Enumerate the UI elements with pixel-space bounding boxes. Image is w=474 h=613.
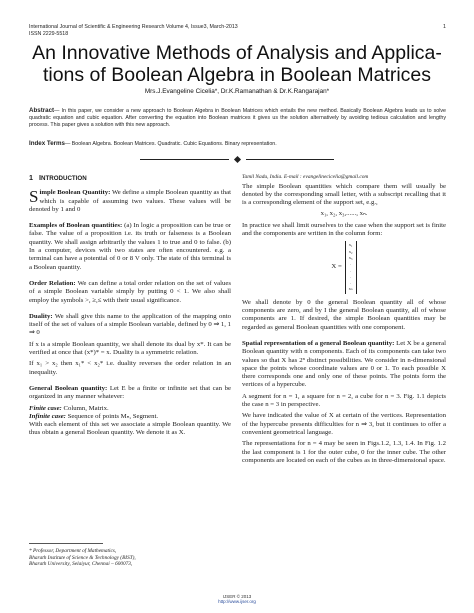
representations-paragraph: The representations for n = 4 may be seen in Figs.1.2, 1.3, 1.4. In Fig. 1.2 the last component is 1 for the outer cube, 0 for the inner cube. The other components are located on each of the cubes as in three-dimensional space. xyxy=(242,440,446,464)
spatial-term: Spatial representation of a general Boolean quantity: xyxy=(242,339,395,347)
left-column xyxy=(29,174,231,441)
title-line-1: An Innovative Methods of Analysis and Applica- xyxy=(32,42,442,64)
zero-identity-paragraph: We shall denote by 0 the general Boolean quantity all of whose components are zero, and by I the general Boolean quantity, all of whose components are 1. If desired, the simple Boolean quantities may be regarded as general Boolean quantities with one component. xyxy=(242,298,446,331)
footnote-line-3: Bharath University, Selaiyur, Chennai – 600073, xyxy=(29,561,133,567)
journal-url-link[interactable]: http://www.ijser.org xyxy=(218,599,256,605)
matrix-entry: . xyxy=(350,261,352,267)
general-quantity-paragraph xyxy=(29,385,231,402)
intro-paragraph xyxy=(29,189,231,214)
diamond-icon xyxy=(233,156,240,163)
examples-term: Examples of Boolean quantities: xyxy=(29,222,123,230)
spatial-text: Let X be a general Boolean quantity with n components. Each of its components can take two values so that X has 2ⁿ distinct possibilities. We consider in n-dimensional space the points whose coordinate values are 0 or 1. To each possible X there corresponds one and only one of these points. The points form the vertices of a hypercube. xyxy=(242,339,446,389)
matrix-entry: x₃ xyxy=(348,254,353,260)
drop-cap: S xyxy=(29,187,39,207)
matrix-entry: x₂ xyxy=(348,248,353,254)
segment-paragraph: A segment for n = 1, a square for n = 2, a cube for n = 3. Fig. 1.1 depicts the case n = 3 in perspective. xyxy=(242,392,446,409)
general-quantity-final: With each element of this set we associate a simple Boolean quantity. We thus obtain a general Boolean quantity. We denote it as X. xyxy=(29,421,231,437)
matrix-bracket xyxy=(345,241,357,293)
index-terms-text: — Boolean Algebra. Boolean Matrices. Quadratic. Cubic Equations. Binary representation. xyxy=(65,141,277,147)
section-title-rest: NTRODUCTION xyxy=(41,175,87,182)
notation-paragraph: The simple Boolean quantities which compare them will usually be denoted by the corresponding small letter, with a subscript recalling that it is a corresponding element of the support set, e.g., xyxy=(242,182,446,207)
hypercube-paragraph: We have indicated the value of X at certain of the vertices. Representation of the hypercube presents difficulties for n ⇒ 3, but it continues to offer a convenient geometrical language. xyxy=(242,412,446,436)
infinite-case xyxy=(29,413,231,421)
general-quantity-term: General Boolean quantity: xyxy=(29,384,108,392)
right-column xyxy=(242,174,446,468)
column-form-paragraph: In practice we shall limit ourselves to the case when the support set is finite and the components are written in the column form: xyxy=(242,221,446,238)
duality-paragraph xyxy=(29,313,231,338)
examples-text: (a) In logic a proposition can be true or false. The value of a proposition i.e. its truth or falseness is a Boolean quantity. We shall assign arbitrarily the values 1 to true and 0 to false. (b) In a computer, devices with two states are often encountered. e.g. a terminal can have a potential of 0 or 8 V only. The state of this terminal is a Boolean quantity. xyxy=(29,222,231,271)
examples-paragraph xyxy=(29,222,231,272)
order-relation-term: Order Relation: xyxy=(29,279,76,287)
finite-case-label: Finite case: xyxy=(29,404,62,412)
finite-case-text: Column, Matrix. xyxy=(61,404,109,412)
infinite-case-text: Sequence of points Mₙ, Segment. xyxy=(65,412,159,420)
journal-name: International Journal of Scientific & Engineering Research Volume 4, Issue3, March-2013 xyxy=(29,24,238,30)
matrix-entry: . xyxy=(350,280,352,286)
section-number: 1 xyxy=(29,173,33,182)
spatial-paragraph xyxy=(242,340,446,390)
column-matrix xyxy=(242,241,446,293)
section-title-initial: I xyxy=(39,173,41,182)
order-relation-text: We can define a total order relation on the set of values of a simple Boolean variable simply by putting 0 < 1. We also shall employ the symbols >, ≥,≤ with their usual significance. xyxy=(29,279,231,304)
duality-text: We shall give this name to the application of the mapping onto itself of the set of values of a simple Boolean variable, defined by 0 ⇒ 1, 1 ⇒ 0 xyxy=(29,312,231,337)
title-line-2: tions of Boolean Algebra in Boolean Matrices xyxy=(42,64,432,86)
section-heading xyxy=(29,174,231,183)
duality-paragraph-3: If x₁ > x₂ then x₁* < x₂* i.e. duality reverses the order relation in an inequality. xyxy=(29,360,231,376)
paper-title xyxy=(10,42,464,86)
matrix-entry: xₙ xyxy=(348,286,353,292)
index-terms xyxy=(29,140,446,147)
matrix-entry: . xyxy=(350,267,352,273)
duality-paragraph-2: If x is a simple Boolean quantity, we shall denote its dual by x*. It can be verified at once that (x*)* = x. Duality is a symmetric relation. xyxy=(29,340,231,357)
authors: Mrs.J.Evangeline Cicelia*, Dr.K.Ramanathan & Dr.K.Rangarajan* xyxy=(144,88,330,95)
affiliation-continued: Tamil Nadu, India. E-mail : evangelinecicelia@gmail.com xyxy=(242,174,369,180)
order-relation-paragraph xyxy=(29,280,231,305)
matrix-entry: . xyxy=(350,273,352,279)
journal-header xyxy=(29,24,238,37)
divider-line-right xyxy=(246,159,335,160)
page-number: 1 xyxy=(443,24,446,30)
general-quantity-text: Let E be a finite or infinite set that can be organized in any manner whatever: xyxy=(29,384,231,401)
intro-term: imple Boolean Quantity: xyxy=(39,189,111,197)
divider-line-left xyxy=(140,159,229,160)
section-divider xyxy=(140,157,334,162)
abstract xyxy=(29,108,446,128)
intro-text: We define a simple Boolean quantity as that which is capable of assuming two values. These values will be denoted by 1 and 0 xyxy=(29,189,231,213)
sequence-formula: x₁, x₂, x₃,......, xₙ. xyxy=(320,210,368,218)
footnote xyxy=(29,548,231,568)
infinite-case-label: Infinite case: xyxy=(29,412,66,420)
matrix-entry: x₁ xyxy=(348,242,353,248)
duality-term: Duality: xyxy=(29,312,53,320)
index-terms-label: Index Terms xyxy=(29,140,65,147)
issn: ISSN 2229-5518 xyxy=(29,30,69,37)
abstract-text: — In this paper, we consider a new approach to Boolean Algebra in Boolean Matrices which entails the new method. Basically Boolean Algebra leads us to solve quadratic equation and cubic equation. After converting the equation into Boolean matrices it gives us the solution alternatively by avoiding tedious calculation and lengthy process. This paper gives a solution with this new approach. xyxy=(29,108,446,128)
abstract-label: Abstract xyxy=(29,107,55,114)
copyright: IJSER © 2013 xyxy=(222,594,252,599)
matrix-label: X = xyxy=(331,263,342,271)
footnote-line-2: Bharath Institute of Science & Technology (BIST), xyxy=(29,554,136,561)
finite-case xyxy=(29,405,231,413)
page-footer xyxy=(0,594,474,605)
footnote-line-1: * Professor, Department of Mathematics, xyxy=(29,548,117,554)
footnote-rule xyxy=(29,543,103,544)
